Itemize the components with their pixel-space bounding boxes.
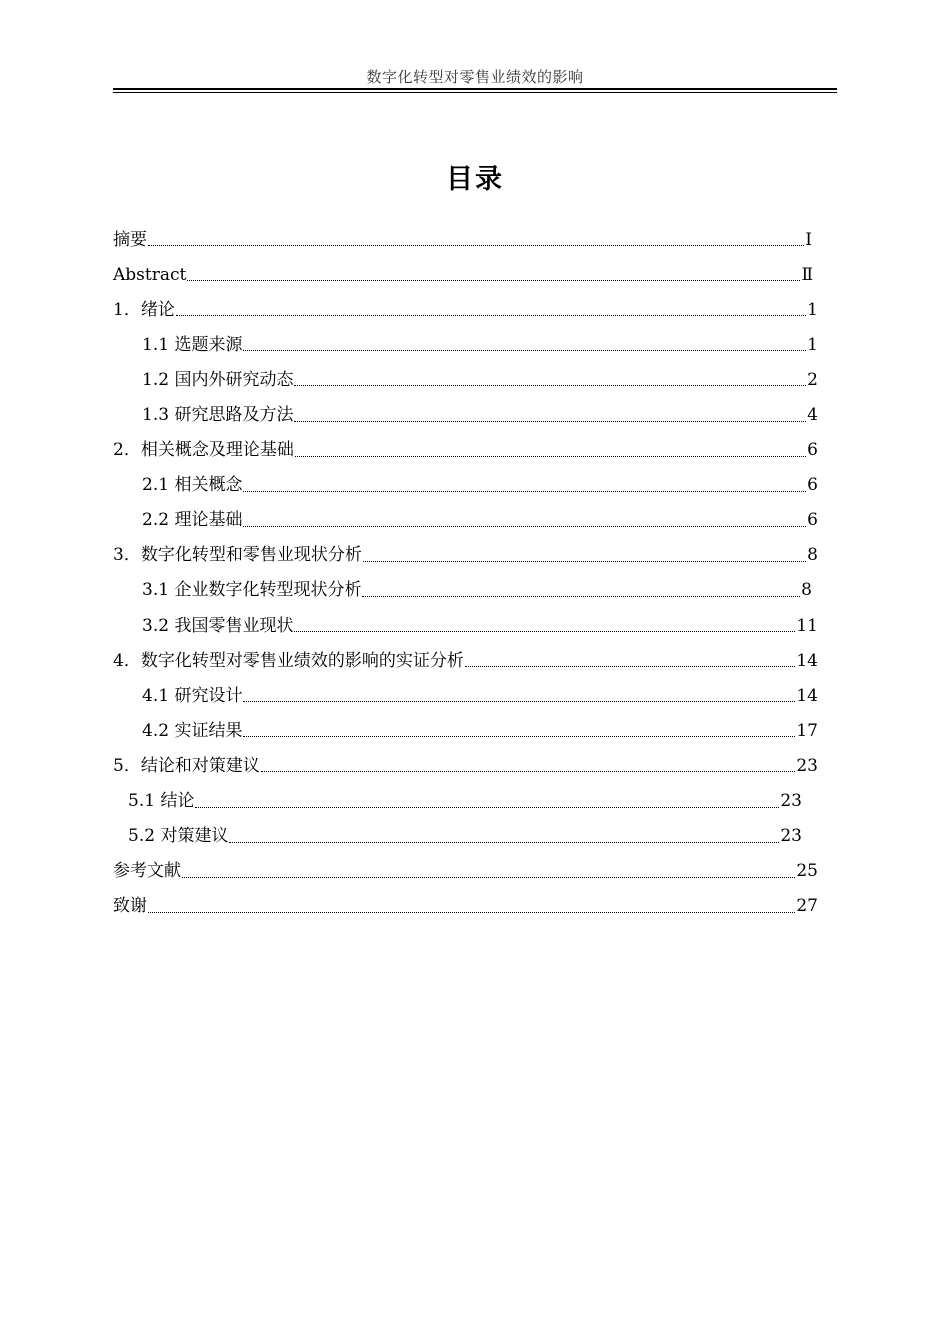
- toc-entry-label: 5.2 对策建议: [128, 826, 229, 847]
- toc-entry-abstract-en[interactable]: [113, 257, 813, 292]
- toc-entry-page: 6: [807, 440, 818, 461]
- toc-entry-label: 摘要: [113, 229, 147, 250]
- toc-entry-label: 4.1 研究设计: [142, 685, 243, 706]
- header-rule-thick: [113, 88, 837, 90]
- toc-entry-label: 2.1 相关概念: [142, 475, 243, 496]
- toc-entry-section-4-2[interactable]: [142, 713, 818, 748]
- toc-title: 目录: [446, 164, 504, 195]
- toc-entry-acknowledgements[interactable]: [113, 889, 818, 924]
- dot-leader: [243, 681, 795, 702]
- toc-entry-page: 23: [780, 791, 802, 812]
- toc-entry-page: 4: [807, 405, 818, 426]
- header-rule-thin: [113, 92, 837, 93]
- dot-leader: [176, 295, 806, 316]
- toc-entry-label: 1．绪论: [113, 299, 175, 320]
- toc-entry-section-2-1[interactable]: [142, 468, 818, 503]
- toc-entry-page: I: [805, 229, 812, 250]
- toc-entry-label: 致谢: [113, 896, 147, 917]
- dot-leader: [243, 330, 806, 351]
- toc-entry-label: 1.2 国内外研究动态: [142, 369, 294, 390]
- toc-entry-label: 4.2 实证结果: [142, 720, 243, 741]
- toc-entry-label: 2．相关概念及理论基础: [113, 440, 294, 461]
- toc-entry-label: 3.1 企业数字化转型现状分析: [142, 580, 362, 601]
- dot-leader: [182, 857, 795, 878]
- toc-entry-references[interactable]: [113, 854, 818, 889]
- toc-entry-page: 1: [807, 334, 818, 355]
- toc-entry-label: 1.1 选题来源: [142, 334, 243, 355]
- toc-entry-chapter-5[interactable]: [113, 748, 818, 783]
- toc-entry-page: 8: [801, 580, 812, 601]
- dot-leader: [195, 787, 779, 808]
- dot-leader: [148, 892, 795, 913]
- toc-entry-label: 3．数字化转型和零售业现状分析: [113, 545, 362, 566]
- toc-entry-page: 1: [807, 299, 818, 320]
- dot-leader: [465, 646, 796, 667]
- toc-entry-section-2-2[interactable]: [142, 503, 818, 538]
- dot-leader: [295, 436, 806, 457]
- toc-entry-page: Ⅱ: [801, 264, 813, 285]
- dot-leader: [187, 260, 800, 281]
- toc-entry-page: 6: [807, 510, 818, 531]
- dot-leader: [294, 401, 806, 422]
- dot-leader: [362, 576, 800, 597]
- dot-leader: [148, 225, 804, 246]
- toc-entry-page: 6: [807, 475, 818, 496]
- toc-entry-page: 14: [796, 650, 818, 671]
- dot-leader: [229, 822, 779, 843]
- dot-leader: [243, 506, 806, 527]
- toc-entry-section-1-3[interactable]: [142, 397, 818, 432]
- toc-entry-page: 2: [807, 369, 818, 390]
- toc-entry-page: 17: [796, 720, 818, 741]
- dot-leader: [363, 541, 806, 562]
- toc-entry-section-3-2[interactable]: [142, 608, 818, 643]
- toc-entry-section-1-2[interactable]: [142, 362, 818, 397]
- toc-entry-chapter-4[interactable]: [113, 643, 818, 678]
- toc-entry-label: 5．结论和对策建议: [113, 755, 260, 776]
- dot-leader: [294, 611, 795, 632]
- toc-entry-page: 23: [780, 826, 802, 847]
- toc-entry-page: 11: [796, 615, 818, 636]
- toc-entry-section-4-1[interactable]: [142, 678, 818, 713]
- toc-entry-section-5-1[interactable]: [128, 784, 802, 819]
- toc-entry-label: 参考文献: [113, 861, 181, 882]
- toc-entry-chapter-2[interactable]: [113, 433, 818, 468]
- dot-leader: [243, 716, 795, 737]
- dot-leader: [294, 365, 806, 386]
- dot-leader: [243, 471, 806, 492]
- toc-entry-section-5-2[interactable]: [128, 819, 802, 854]
- toc-entry-label: 1.3 研究思路及方法: [142, 405, 294, 426]
- toc-entry-page: 23: [796, 755, 818, 776]
- toc-entry-label: Abstract: [113, 264, 187, 285]
- toc-entry-label: 3.2 我国零售业现状: [142, 615, 294, 636]
- toc-entry-section-1-1[interactable]: [142, 327, 818, 362]
- toc-entry-section-3-1[interactable]: [142, 573, 812, 608]
- dot-leader: [261, 751, 796, 772]
- toc-entry-page: 25: [796, 861, 818, 882]
- running-header: 数字化转型对零售业绩效的影响: [366, 68, 584, 86]
- toc-entry-page: 14: [796, 685, 818, 706]
- toc-entry-chapter-3[interactable]: [113, 538, 818, 573]
- toc-entry-chapter-1[interactable]: [113, 292, 818, 327]
- toc-entry-page: 27: [796, 896, 818, 917]
- toc-entry-label: 4．数字化转型对零售业绩效的影响的实证分析: [113, 650, 464, 671]
- table-of-contents: [0, 222, 950, 924]
- toc-entry-page: 8: [807, 545, 818, 566]
- toc-entry-abstract-cn[interactable]: [113, 222, 812, 257]
- toc-entry-label: 5.1 结论: [128, 791, 195, 812]
- toc-entry-label: 2.2 理论基础: [142, 510, 243, 531]
